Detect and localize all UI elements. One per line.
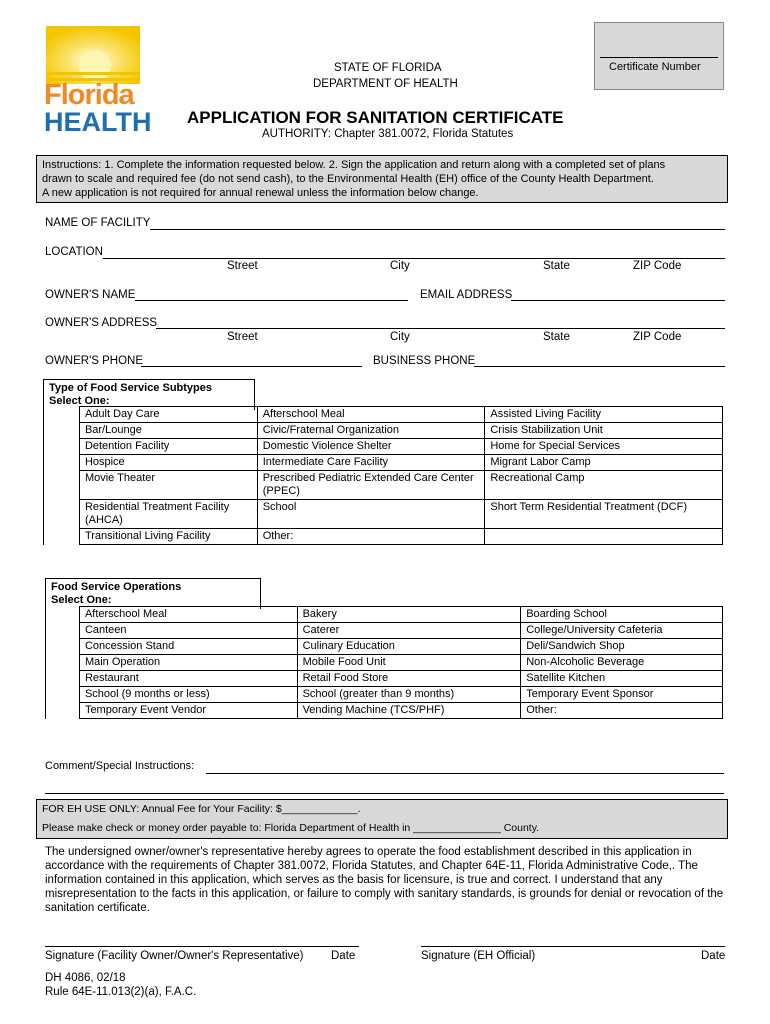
instructions-line-3: A new application is not required for annual renewal unless the information below change. [42,187,479,199]
form-number: DH 4086, 02/18 [45,972,126,984]
authority-text: AUTHORITY: Chapter 381.0072, Florida Statutes [262,128,514,140]
logo-health-text: HEALTH [44,107,152,137]
statement-line-2: accordance with the requirements of Chapter 381.0072, Florida Statutes, and Chapter 64E-11, Florida Administrative Code,. The [45,860,698,872]
option-cell[interactable]: Temporary Event Vendor [79,703,297,719]
checkbox-cell[interactable] [44,407,80,423]
agreement-statement [45,845,723,915]
checkbox-cell[interactable] [44,455,80,471]
comments-field-line-1[interactable] [206,773,724,774]
option-cell[interactable]: Domestic Violence Shelter [257,439,485,455]
option-cell[interactable]: Residential Treatment Facility (AHCA) [79,500,257,529]
option-cell[interactable]: Mobile Food Unit [297,655,521,671]
option-cell[interactable]: Other: [257,529,485,545]
option-cell[interactable] [485,529,723,545]
official-signature-line[interactable] [421,946,725,947]
option-cell[interactable]: Transitional Living Facility [79,529,257,545]
option-cell[interactable]: Boarding School [521,607,723,623]
address-zip-label: ZIP Code [633,331,682,343]
sun-logo-icon [40,24,146,86]
checkbox-cell[interactable] [44,529,80,545]
option-cell[interactable]: Adult Day Care [79,407,257,423]
eh-use-line-2: Please make check or money order payable to: Florida Department of Health in _______________ County. [42,822,540,834]
location-label: LOCATION [45,246,103,258]
checkbox-cell[interactable] [46,687,80,703]
subtype-row [44,471,723,500]
option-cell[interactable]: School [257,500,485,529]
facility-name-field[interactable] [150,229,725,230]
checkbox-cell[interactable] [44,439,80,455]
checkbox-cell[interactable] [46,655,80,671]
operations-select-one: Select One: [51,594,112,606]
option-cell[interactable]: Movie Theater [79,471,257,500]
owner-signature-line[interactable] [45,946,359,947]
operation-row [46,639,723,655]
option-cell[interactable]: Culinary Education [297,639,521,655]
location-city-label: City [390,260,410,272]
option-cell[interactable]: Other: [521,703,723,719]
option-cell[interactable]: Hospice [79,455,257,471]
location-field[interactable] [103,258,725,259]
option-cell[interactable]: Afterschool Meal [79,607,297,623]
certificate-number-box[interactable] [594,22,724,90]
option-cell[interactable]: Non-Alcoholic Beverage [521,655,723,671]
option-cell[interactable]: Civic/Fraternal Organization [257,423,485,439]
option-cell[interactable]: Bakery [297,607,521,623]
subtypes-heading: Type of Food Service Subtypes [49,382,212,394]
option-cell[interactable]: Migrant Labor Camp [485,455,723,471]
operation-row [46,623,723,639]
eh-use-box [36,799,728,839]
comments-field-line-2[interactable] [45,793,724,794]
florida-health-logo [40,24,152,137]
statement-line-3: information contained in this application, which serves as the basis for licensure, is true and correct. I understand that any [45,874,663,886]
owner-name-label: OWNER'S NAME [45,289,136,301]
subtype-row [44,455,723,471]
checkbox-cell[interactable] [44,423,80,439]
facility-name-label: NAME OF FACILITY [45,217,151,229]
instructions-line-2: drawn to scale and required fee (do not send cash), to the Environmental Health (EH) office of the County Health Department. [42,173,654,185]
instructions-box [36,155,728,203]
owner-phone-label: OWNER'S PHONE [45,355,144,367]
statement-line-5: sanitation certificate. [45,902,150,914]
checkbox-cell[interactable] [46,639,80,655]
option-cell[interactable]: Afterschool Meal [257,407,485,423]
instructions-line-1: Instructions: 1. Complete the information requested below. 2. Sign the application and return along with a completed set of plans [42,159,666,171]
page-title: APPLICATION FOR SANITATION CERTIFICATE [187,108,564,127]
operation-row [46,655,723,671]
comments-label: Comment/Special Instructions: [45,760,195,772]
subtype-row [44,407,723,423]
dept-heading: DEPARTMENT OF HEALTH [313,78,458,90]
checkbox-cell[interactable] [46,607,80,623]
official-date-label: Date [701,950,726,962]
checkbox-cell[interactable] [44,500,80,529]
email-label: EMAIL ADDRESS [420,289,513,301]
subtype-row [44,423,723,439]
option-cell[interactable]: Home for Special Services [485,439,723,455]
address-street-label: Street [227,331,258,343]
business-phone-field[interactable] [474,366,725,367]
option-cell[interactable]: School (greater than 9 months) [297,687,521,703]
option-cell[interactable]: Detention Facility [79,439,257,455]
eh-use-line-1: FOR EH USE ONLY: Annual Fee for Your Facility: $_____________. [42,803,361,815]
option-cell[interactable]: College/University Cafeteria [521,623,723,639]
owner-signature-label: Signature (Facility Owner/Owner's Representative) [45,950,304,962]
operations-heading: Food Service Operations [51,581,182,593]
subtypes-table [43,406,723,545]
option-cell[interactable]: Temporary Event Sponsor [521,687,723,703]
option-cell[interactable]: Short Term Residential Treatment (DCF) [485,500,723,529]
option-cell[interactable]: Vending Machine (TCS/PHF) [297,703,521,719]
location-state-label: State [543,260,570,272]
operation-row [46,607,723,623]
option-cell[interactable]: Retail Food Store [297,671,521,687]
option-cell[interactable]: Assisted Living Facility [485,407,723,423]
subtype-row [44,500,723,529]
address-state-label: State [543,331,570,343]
option-cell[interactable]: Satellite Kitchen [521,671,723,687]
owner-address-label: OWNER'S ADDRESS [45,317,158,329]
checkbox-cell[interactable] [46,671,80,687]
certificate-number-label: Certificate Number [609,61,701,73]
owner-date-label: Date [331,950,356,962]
statement-line-1: The undersigned owner/owner's representative hereby agrees to operate the food establishment described in this application in [45,846,692,858]
address-city-label: City [390,331,410,343]
location-street-label: Street [227,260,258,272]
subtype-row [44,529,723,545]
location-zip-label: ZIP Code [633,260,682,272]
operations-table [45,606,723,719]
option-cell[interactable]: Recreational Camp [485,471,723,500]
option-cell[interactable]: Concession Stand [79,639,297,655]
checkbox-cell[interactable] [46,623,80,639]
subtypes-select-one: Select One: [49,395,110,407]
option-cell[interactable]: Intermediate Care Facility [257,455,485,471]
option-cell[interactable]: Prescribed Pediatric Extended Care Center (PPEC) [257,471,485,500]
option-cell[interactable]: Restaurant [79,671,297,687]
operation-row [46,671,723,687]
operation-row [46,703,723,719]
option-cell[interactable]: Canteen [79,623,297,639]
option-cell[interactable]: Deli/Sandwich Shop [521,639,723,655]
checkbox-cell[interactable] [44,471,80,500]
checkbox-cell[interactable] [46,703,80,719]
logo-florida-text: Florida [44,79,134,111]
subtype-row [44,439,723,455]
owner-name-field[interactable] [135,300,408,301]
statement-line-4: misrepresentation to the facts in this application, or failure to comply with sanitary standards, is grounds for denial or revocation of the [45,888,724,900]
rule-reference: Rule 64E-11.013(2)(a), F.A.C. [45,986,197,998]
owner-address-field[interactable] [156,328,725,329]
owner-phone-field[interactable] [141,366,362,367]
business-phone-label: BUSINESS PHONE [373,355,476,367]
option-cell[interactable]: Caterer [297,623,521,639]
official-signature-label: Signature (EH Official) [421,950,536,962]
operation-row [46,687,723,703]
state-heading: STATE OF FLORIDA [334,62,442,74]
option-cell[interactable]: Crisis Stabilization Unit [485,423,723,439]
operations-heading-box [45,578,261,609]
option-cell[interactable]: Bar/Lounge [79,423,257,439]
email-field[interactable] [511,300,725,301]
option-cell[interactable]: School (9 months or less) [79,687,297,703]
option-cell[interactable]: Main Operation [79,655,297,671]
